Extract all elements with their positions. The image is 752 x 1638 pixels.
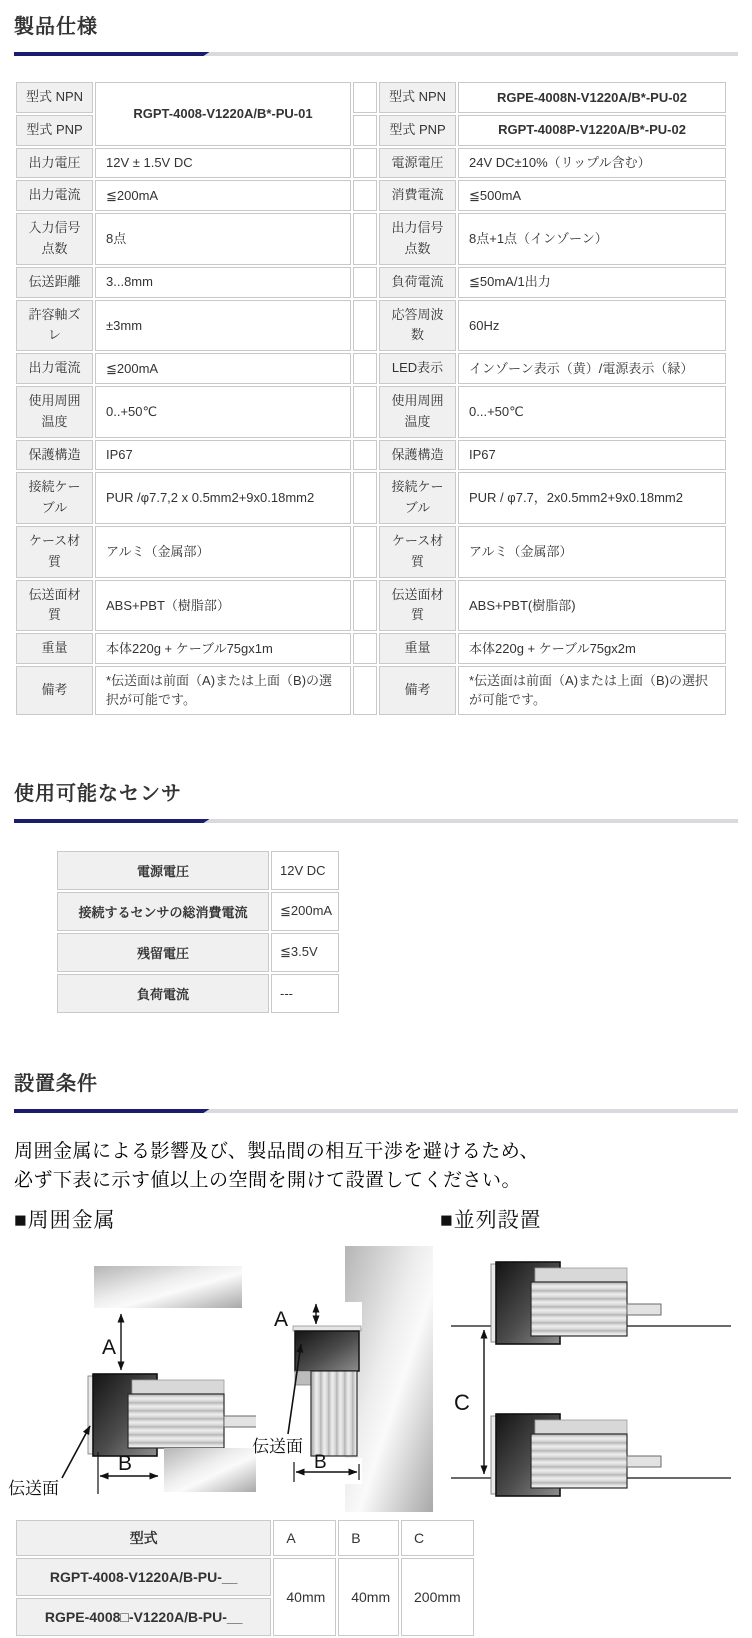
- sensor-table: [55, 849, 341, 1015]
- install-section-title: 設置条件: [14, 1072, 98, 1095]
- clearance-gap-a: [292, 1302, 362, 1328]
- spec-table: [14, 80, 728, 717]
- spec-label-right: 伝送面材質: [379, 580, 456, 632]
- spec-label-right: 使用周囲温度: [379, 386, 456, 438]
- install-col-c: C: [401, 1520, 474, 1556]
- sensor-label: 負荷電流: [57, 974, 269, 1013]
- transmission-surface-label: 伝送面: [252, 1436, 303, 1456]
- install-note-line1: 周囲金属による影響及び、製品間の相互干渉を避けるため、: [14, 1140, 539, 1162]
- sensor-device: [491, 1262, 661, 1344]
- install-model-1: RGPT-4008-V1220A/B-PU-__: [16, 1558, 271, 1596]
- fig-parallel-mounting: [436, 1238, 736, 1514]
- spacer-cell: [353, 180, 377, 211]
- spec-label-left: 出力電流: [16, 180, 93, 211]
- spacer-cell: [353, 472, 377, 524]
- spec-model-right: RGPE-4008N-V1220A/B*-PU-02: [458, 82, 726, 113]
- table-row: [16, 386, 726, 438]
- install-dimension-table: [14, 1518, 476, 1638]
- spec-value-left: アルミ（金属部）: [95, 526, 351, 578]
- spec-label-right: 負荷電流: [379, 267, 456, 298]
- spacer-cell: [353, 300, 377, 352]
- install-value-b: 40mm: [338, 1558, 399, 1636]
- spec-value-left: 本体220g + ケーブル75gx1m: [95, 633, 351, 664]
- table-row: [16, 353, 726, 384]
- spec-label-left: 伝送距離: [16, 267, 93, 298]
- table-row: [16, 440, 726, 471]
- spec-value-left: *伝送面は前面（A)または上面（B)の選択が可能です。: [95, 666, 351, 715]
- spec-label-left: 型式 PNP: [16, 115, 93, 146]
- spec-value-right: PUR / φ7.7，2x0.5mm2+9x0.18mm2: [458, 472, 726, 524]
- sensor-value: 12V DC: [271, 851, 339, 890]
- dim-label-c: C: [454, 1389, 470, 1415]
- table-row: [16, 526, 726, 578]
- spec-label-right: 保護構造: [379, 440, 456, 471]
- spec-value-left: ≦200mA: [95, 353, 351, 384]
- spec-label-right: 備考: [379, 666, 456, 715]
- install-note: [14, 1137, 738, 1196]
- spec-label-left: 伝送面材質: [16, 580, 93, 632]
- section-divider: [14, 819, 738, 823]
- sensor-device: [491, 1414, 661, 1496]
- spec-value-left: ABS+PBT（樹脂部）: [95, 580, 351, 632]
- table-row: [16, 213, 726, 265]
- spec-value-right: 0...+50℃: [458, 386, 726, 438]
- spacer-cell: [353, 213, 377, 265]
- spec-value-left: 12V ± 1.5V DC: [95, 148, 351, 179]
- spec-label-left: 接続ケーブル: [16, 472, 93, 524]
- spec-label-right: LED表示: [379, 353, 456, 384]
- spec-label-right: 応答周波数: [379, 300, 456, 352]
- sensor-section-title: 使用可能なセンサ: [14, 782, 182, 805]
- spec-value-right: 本体220g + ケーブル75gx2m: [458, 633, 726, 664]
- spec-value-left: PUR /φ7.7,2 x 0.5mm2+9x0.18mm2: [95, 472, 351, 524]
- spec-label-left: ケース材質: [16, 526, 93, 578]
- section-divider: [14, 1109, 738, 1113]
- table-row: [16, 180, 726, 211]
- table-row: [16, 472, 726, 524]
- spec-label-left: 備考: [16, 666, 93, 715]
- spacer-cell: [353, 82, 377, 113]
- spec-label-right: 消費電流: [379, 180, 456, 211]
- spec-label-left: 入力信号点数: [16, 213, 93, 265]
- spec-value-right: インゾーン表示（黄）/電源表示（緑）: [458, 353, 726, 384]
- table-row: [16, 1558, 474, 1596]
- dim-label-b: B: [314, 1451, 327, 1473]
- spacer-cell: [353, 633, 377, 664]
- sensor-value: ≦200mA: [271, 892, 339, 931]
- spacer-cell: [353, 386, 377, 438]
- device-face: [295, 1331, 359, 1371]
- spec-value-right: ≦500mA: [458, 180, 726, 211]
- install-model-2: RGPE-4008□-V1220A/B-PU-__: [16, 1598, 271, 1636]
- fig-heading-parallel-mounting: ■並列設置: [440, 1208, 542, 1232]
- table-row: [16, 300, 726, 352]
- install-value-a: 40mm: [273, 1558, 336, 1636]
- sensor-device: [88, 1374, 256, 1456]
- dim-label-a: A: [102, 1335, 117, 1359]
- fig-heading-surrounding-metal: ■周囲金属: [14, 1208, 116, 1232]
- spec-model-right: RGPT-4008P-V1220A/B*-PU-02: [458, 115, 726, 146]
- spec-value-left: ≦200mA: [95, 180, 351, 211]
- clearance-gap-b: [292, 1458, 362, 1484]
- table-row: [57, 851, 339, 890]
- table-row: [57, 933, 339, 972]
- table-row: [16, 148, 726, 179]
- sensor-label: 電源電圧: [57, 851, 269, 890]
- section-divider: [14, 52, 738, 56]
- spec-value-left: IP67: [95, 440, 351, 471]
- table-row: [16, 267, 726, 298]
- spec-value-right: ≦50mA/1出力: [458, 267, 726, 298]
- spec-section-title: 製品仕様: [14, 16, 98, 38]
- table-row: [16, 666, 726, 715]
- table-row: [16, 1520, 474, 1556]
- spec-label-right: ケース材質: [379, 526, 456, 578]
- install-col-model: 型式: [16, 1520, 271, 1556]
- dim-label-b: B: [118, 1451, 133, 1475]
- spacer-cell: [353, 666, 377, 715]
- spec-label-right: 型式 NPN: [379, 82, 456, 113]
- spec-label-left: 許容軸ズレ: [16, 300, 93, 352]
- spec-value-right: ABS+PBT(樹脂部): [458, 580, 726, 632]
- install-value-c: 200mm: [401, 1558, 474, 1636]
- sensor-label: 残留電圧: [57, 933, 269, 972]
- dim-label-a: A: [274, 1307, 289, 1331]
- table-row: [16, 82, 726, 113]
- install-col-b: B: [338, 1520, 399, 1556]
- spec-label-right: 型式 PNP: [379, 115, 456, 146]
- install-figures: [0, 1204, 752, 1516]
- spec-value-right: 24V DC±10%（リップル含む）: [458, 148, 726, 179]
- spec-label-right: 接続ケーブル: [379, 472, 456, 524]
- sensor-value: ≦3.5V: [271, 933, 339, 972]
- spec-value-right: *伝送面は前面（A)または上面（B)の選択が可能です。: [458, 666, 726, 715]
- device-body: [311, 1371, 357, 1456]
- fig-surrounding-metal-top: [252, 1244, 442, 1514]
- metal-plate: [164, 1448, 256, 1492]
- spec-label-right: 重量: [379, 633, 456, 664]
- table-row: [16, 580, 726, 632]
- spacer-cell: [353, 580, 377, 632]
- spacer-cell: [353, 148, 377, 179]
- spec-value-right: IP67: [458, 440, 726, 471]
- spec-value-left: 3...8mm: [95, 267, 351, 298]
- sensor-label: 接続するセンサの総消費電流: [57, 892, 269, 931]
- install-note-line2: 必ず下表に示す値以上の空間を開けて設置してください。: [14, 1170, 522, 1192]
- spec-label-left: 出力電圧: [16, 148, 93, 179]
- spec-label-left: 出力電流: [16, 353, 93, 384]
- table-row: [57, 892, 339, 931]
- spec-label-right: 電源電圧: [379, 148, 456, 179]
- spec-value-right: アルミ（金属部）: [458, 526, 726, 578]
- spacer-cell: [353, 353, 377, 384]
- spec-value-right: 60Hz: [458, 300, 726, 352]
- spacer-cell: [353, 526, 377, 578]
- install-col-a: A: [273, 1520, 336, 1556]
- metal-plate: [94, 1266, 242, 1308]
- sensor-value: ---: [271, 974, 339, 1013]
- spacer-cell: [353, 115, 377, 146]
- transmission-surface-label: 伝送面: [8, 1478, 59, 1498]
- spec-value-right: 8点+1点（インゾーン）: [458, 213, 726, 265]
- spec-model-left: RGPT-4008-V1220A/B*-PU-01: [95, 82, 351, 146]
- spec-value-left: ±3mm: [95, 300, 351, 352]
- surface-leader-arrow: [62, 1426, 90, 1478]
- spec-label-left: 使用周囲温度: [16, 386, 93, 438]
- spec-value-left: 8点: [95, 213, 351, 265]
- spec-label-left: 保護構造: [16, 440, 93, 471]
- table-row: [57, 974, 339, 1013]
- spec-label-left: 重量: [16, 633, 93, 664]
- spacer-cell: [353, 267, 377, 298]
- spec-value-left: 0..+50℃: [95, 386, 351, 438]
- fig-surrounding-metal-front: [6, 1250, 256, 1506]
- spacer-cell: [353, 440, 377, 471]
- spec-label-left: 型式 NPN: [16, 82, 93, 113]
- spec-label-right: 出力信号点数: [379, 213, 456, 265]
- table-row: [16, 633, 726, 664]
